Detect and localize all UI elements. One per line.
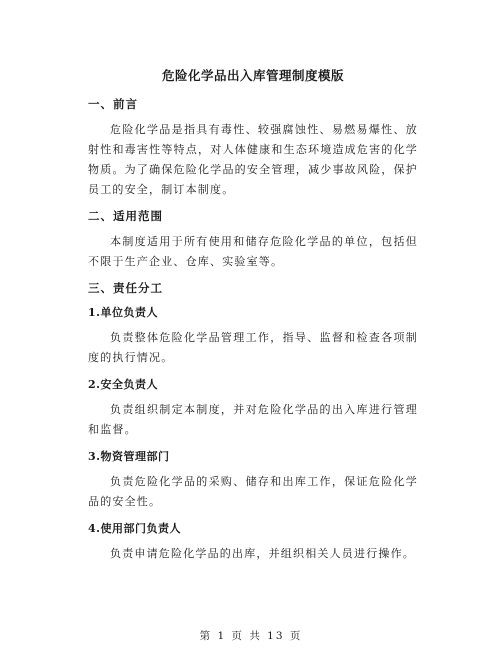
section-text-preface: 危险化学品是指具有毒性、较强腐蚀性、易燃易爆性、放射性和毒害性等特点，对人体健康和生态环境造成危害的化学物质。为了确保危险化学品的安全管理，减少事故风险，保护员工的安全，制订本制度。 <box>88 123 418 196</box>
subsection-text-safety-leader: 负责组织制定本制度，并对危险化学品的出入库进行管理和监督。 <box>88 403 418 436</box>
document-body <box>88 66 418 572</box>
section-heading-responsibilities: 三、责任分工 <box>88 281 163 295</box>
subsection-text-unit-leader: 负责整体危险化学品管理工作，指导、监督和检查各项制度的执行情况。 <box>88 331 418 364</box>
subsection-heading-user-dept: 4.使用部门负责人 <box>88 522 181 535</box>
subsection-text-materials-dept: 负责危险化学品的采购、储存和出库工作，保证危险化学品的安全性。 <box>88 475 418 508</box>
document-title: 危险化学品出入库管理制度模版 <box>161 68 344 83</box>
section-heading-preface: 一、前言 <box>88 97 138 111</box>
subsection-heading-materials-dept: 3.物资管理部门 <box>88 450 170 463</box>
subsection-heading-unit-leader: 1.单位负责人 <box>88 306 158 319</box>
subsection-text-user-dept: 负责申请危险化学品的出库，并组织相关人员进行操作。 <box>110 547 415 560</box>
page-number-footer: 第 1 页 共 13 页 <box>199 630 303 642</box>
section-text-scope: 本制度适用于所有使用和储存危险化学品的单位，包括但不限于生产企业、仓库、实验室等。 <box>88 235 418 268</box>
section-heading-scope: 二、适用范围 <box>88 209 163 223</box>
subsection-heading-safety-leader: 2.安全负责人 <box>88 378 158 391</box>
